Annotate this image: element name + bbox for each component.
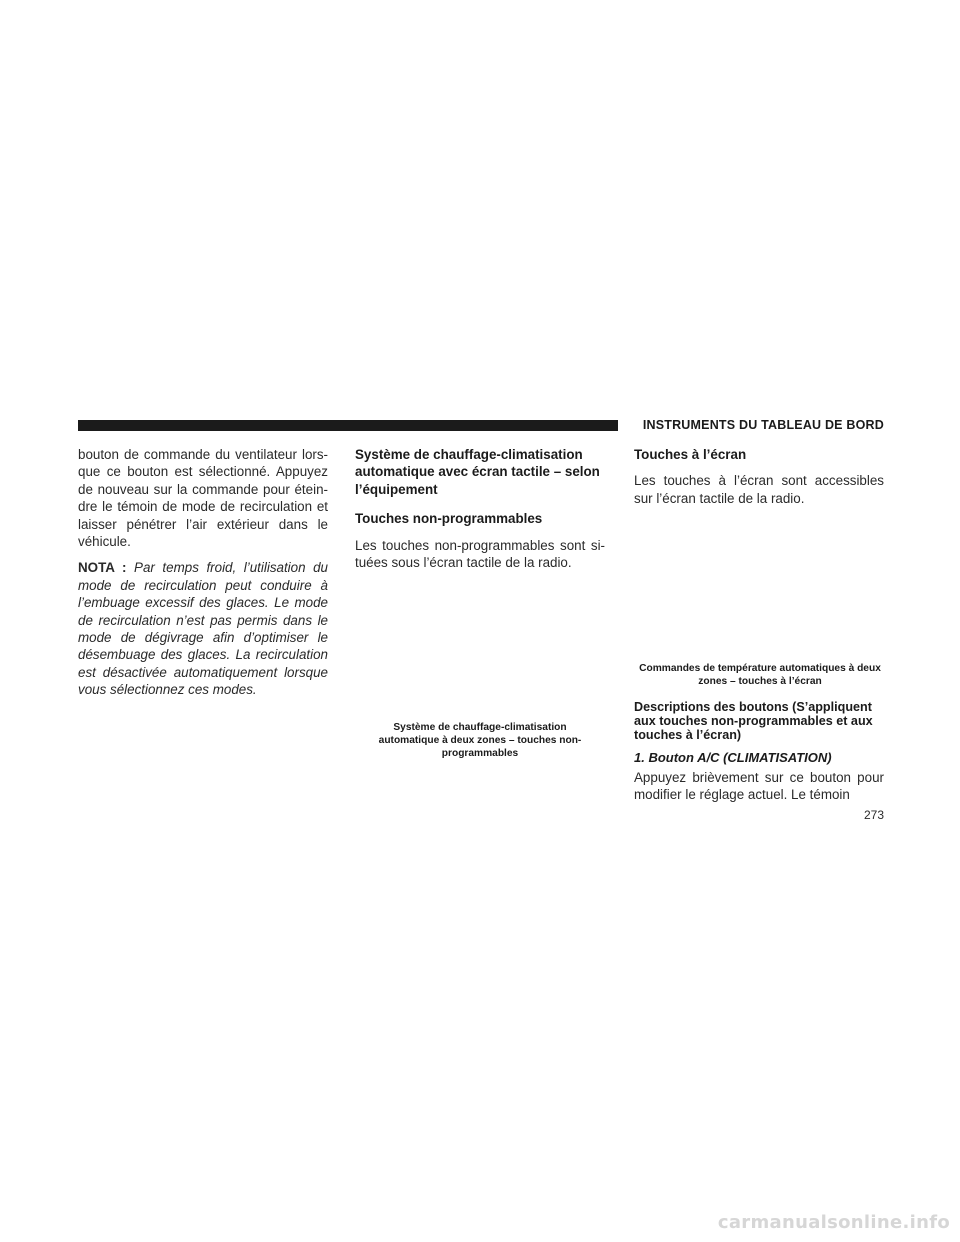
button-descriptions	[634, 700, 884, 804]
descriptions-heading: Descriptions des boutons (S’appliquent aux touches non-programmables et aux touches à l’écran)	[634, 700, 873, 742]
note-label: NOTA :	[78, 560, 127, 576]
header-bar	[78, 420, 618, 431]
figure-caption-soft-keys: Commandes de température automatiques à deux zones – touches à l’écran	[639, 663, 881, 687]
subheading-hard-keys: Touches non-programmables	[355, 511, 543, 527]
column-2	[355, 446, 605, 571]
watermark: carmanualsonline.info	[717, 1212, 950, 1233]
paragraph-ventilation: bouton de commande du ventilateur lors-que ce bouton est sélectionné. Appuyez de nouveau sur la commande pour étein-dre le témoin de mode de recirculation et laisser pénétrer l’air extérieur dans le véhicule.	[78, 447, 328, 550]
note-block	[78, 559, 328, 698]
page-number: 273	[863, 808, 884, 822]
section-title: INSTRUMENTS DU TABLEAU DE BORD	[642, 418, 884, 432]
subheading-soft-keys: Touches à l’écran	[634, 447, 747, 462]
column-1	[78, 446, 328, 699]
paragraph-soft-keys: Les touches à l’écran sont accessibles sur l’écran tactile de la radio.	[634, 473, 884, 506]
button-ac-title: 1. Bouton A/C (CLIMATISATION)	[634, 750, 832, 765]
column-3	[634, 446, 884, 507]
button-ac-text: Appuyez brièvement sur ce bouton pour modifier le réglage actuel. Le témoin	[634, 770, 884, 803]
paragraph-hard-keys: Les touches non-programmables sont si-tuées sous l’écran tactile de la radio.	[355, 537, 605, 571]
figure-caption-hard-keys: Système de chauffage-climatisation automatique à deux zones – touches non-programmables	[378, 722, 582, 759]
note-text: Par temps froid, l’utilisation du mode de recirculation peut conduire à l’embuage excessif des glaces. Le mode de recirculation n’est pas permis dans le mode de dégivrage afin d’optimiser le désembuage des glaces. La recirculation est désactivée automatiquement lorsque vous sélectionnez ces modes.	[78, 560, 328, 698]
heading-auto-climate: Système de chauffage-climatisation automatique avec écran tactile – selon l’équipement	[355, 447, 600, 497]
